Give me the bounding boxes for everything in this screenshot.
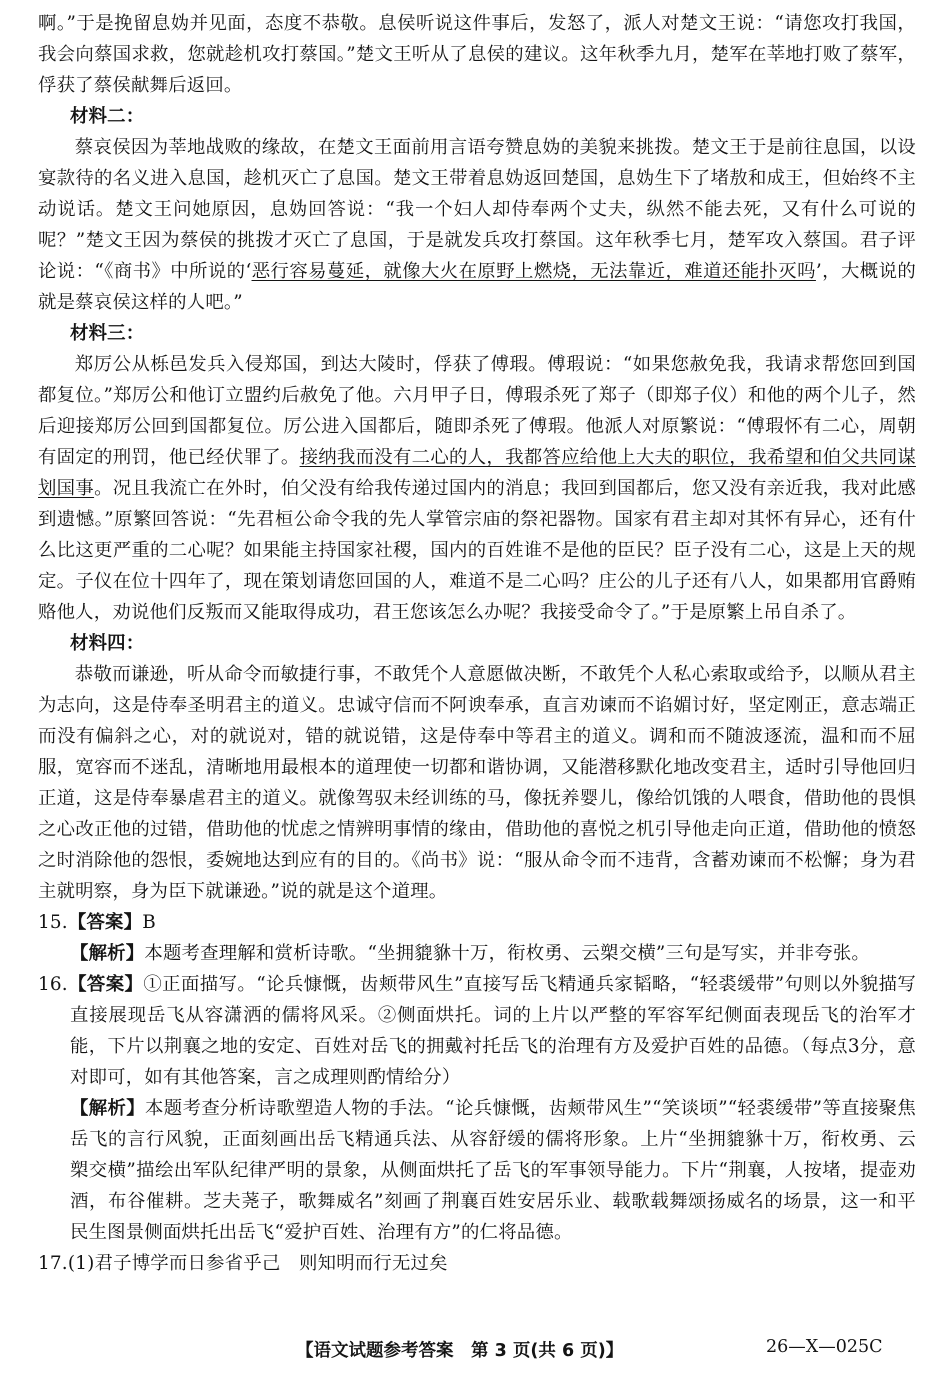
answer-content xyxy=(38,8,916,1279)
material-three-text: 郑厉公从栎邑发兵入侵郑国，到达大陵时，俘获了傅瑕。傅瑕说：“如果您赦免我，我请求帮您回到国都复位。”郑厉公和他订立盟约后赦免了他。六月甲子日，傅瑕杀死了郑子（即郑子仪）和他的两个儿子，然后迎接郑厉公回到国都复位。厉公进入国都后，随即杀死了傅瑕。他派人对原繁说：“傅瑕怀有二心，周朝有固定的刑罚，他已经伏罪了。接纳我而没有二心的人，我都答应给他上大夫的职位，我希望和伯父共同谋划国事。况且我流亡在外时，伯父没有给我传递过国内的消息；我回到国都后，您又没有亲近我，我对此感到遗憾。”原繁回答说：“先君桓公命令我的先人掌管宗庙的祭祀器物。国家有君主却对其怀有异心，还有什么比这更严重的二心呢？如果能主持国家社稷，国内的百姓谁不是他的臣民？臣子没有二心，这是上天的规定。子仪在位十四年了，现在策划请您回国的人，难道不是二心吗？庄公的儿子还有八人，如果都用官爵贿赂他人，劝说他们反叛而又能取得成功，君王您该怎么办呢？我接受命令了。”于是原繁上吊自杀了。 xyxy=(38,354,916,623)
material-four-text: 恭敬而谦逊，听从命令而敏捷行事，不敢凭个人意愿做决断，不敢凭个人私心索取或给予，以顺从君主为志向，这是侍奉圣明君主的道义。忠诚守信而不阿谀奉承，直言劝谏而不谄媚讨好，坚定刚正，意志端正而没有偏斜之心，对的就说对，错的就说错，这是侍奉中等君主的道义。调和而不随波逐流，温和而不屈服，宽容而不迷乱，清晰地用最根本的道理使一切都和谐协调，又能潜移默化地改变君主，适时引导他回归正道，这是侍奉暴虐君主的道义。就像驾驭未经训练的马，像抚养婴儿，像给饥饿的人喂食，借助他的畏惧之心改正他的过错，借助他的忧虑之情辨明事情的缘由，借助他的喜悦之机引导他走向正道，借助他的愤怒之时消除他的怨恨，委婉地达到应有的目的。《尚书》说：“服从命令而不违背，含蓄劝谏而不松懈；身为君主就明察，身为臣下就谦逊。”说的就是这个道理。 xyxy=(38,664,916,902)
question-16-answer: 16.【答案】①正面描写。“论兵慷慨，齿颊带风生”直接写岳飞精通兵家韬略，“轻裘缓带”句则以外貌描写直接展现岳飞从容潇洒的儒将风采。②侧面烘托。词的上片以严整的军容军纪侧面表现岳飞的治军才能，下片以荆襄之地的安定、百姓对岳飞的拥戴衬托岳飞的治理有方及爱护百姓的品德。（每点3分，意对即可，如有其他答案，言之成理则酌情给分） xyxy=(38,974,916,1088)
material-three-heading: 材料三： xyxy=(70,323,145,344)
footer-title: 【语文试题参考答案 第 3 页(共 6 页)】 xyxy=(296,1341,624,1361)
question-15-explanation: 【解析】本题考查理解和赏析诗歌。“坐拥貔貅十万，衔枚勇、云槊交横”三句是写实，并非夸张。 xyxy=(70,943,871,964)
underlined-sentence: 恶行容易蔓延，就像大火在原野上燃烧，无法靠近，难道还能扑灭吗 xyxy=(251,261,816,282)
material-two-heading: 材料二： xyxy=(70,106,145,127)
page-footer xyxy=(0,1337,950,1367)
material-four-heading: 材料四： xyxy=(70,633,145,654)
exam-code: 26—X—025C xyxy=(766,1337,883,1357)
question-15-answer: 15.【答案】B xyxy=(38,912,156,933)
underlined-sentence: 接纳我而没有二心的人，我都答应给他上大夫的职位，我希望和伯父共同谋划国事 xyxy=(38,447,916,499)
question-16-explanation: 【解析】本题考查分析诗歌塑造人物的手法。“论兵慷慨，齿颊带风生”“笑谈顷”“轻裘缓带”等直接聚焦岳飞的言行风貌，正面刻画出岳飞精通兵法、从容舒缓的儒将形象。上片“坐拥貔貅十万，衔枚勇、云槊交横”描绘出军队纪律严明的景象，从侧面烘托了岳飞的军事领导能力。下片“荆襄，人按堵，提壶劝酒，布谷催耕。芝夫荛子，歌舞威名”刻画了荆襄百姓安居乐业、载歌载舞颂扬威名的场景，这一和平民生图景侧面烘托出岳飞“爱护百姓、治理有方”的仁将品德。 xyxy=(70,1098,916,1243)
question-17-answer: 17.(1)君子博学而日参省乎己 则知明而行无过矣 xyxy=(38,1253,448,1274)
material-one-continuation: 啊。”于是挽留息妫并见面，态度不恭敬。息侯听说这件事后，发怒了，派人对楚文王说：“请您攻打我国，我会向蔡国求救，您就趁机攻打蔡国。”楚文王听从了息侯的建议。这年秋季九月，楚军在莘地打败了蔡军，俘获了蔡侯献舞后返回。 xyxy=(38,13,916,96)
material-two-text: 蔡哀侯因为莘地战败的缘故，在楚文王面前用言语夸赞息妫的美貌来挑拨。楚文王于是前往息国，以设宴款待的名义进入息国，趁机灭亡了息国。楚文王带着息妫返回楚国，息妫生下了堵敖和成王，但始终不主动说话。楚文王问她原因，息妫回答说：“我一个妇人却侍奉两个丈夫，纵然不能去死，又有什么可说的呢？”楚文王因为蔡侯的挑拨才灭亡了息国，于是就发兵攻打蔡国。这年秋季七月，楚军攻入蔡国。君子评论说：“《商书》中所说的‘恶行容易蔓延，就像大火在原野上燃烧，无法靠近，难道还能扑灭吗’，大概说的就是蔡哀侯这样的人吧。” xyxy=(38,137,916,313)
